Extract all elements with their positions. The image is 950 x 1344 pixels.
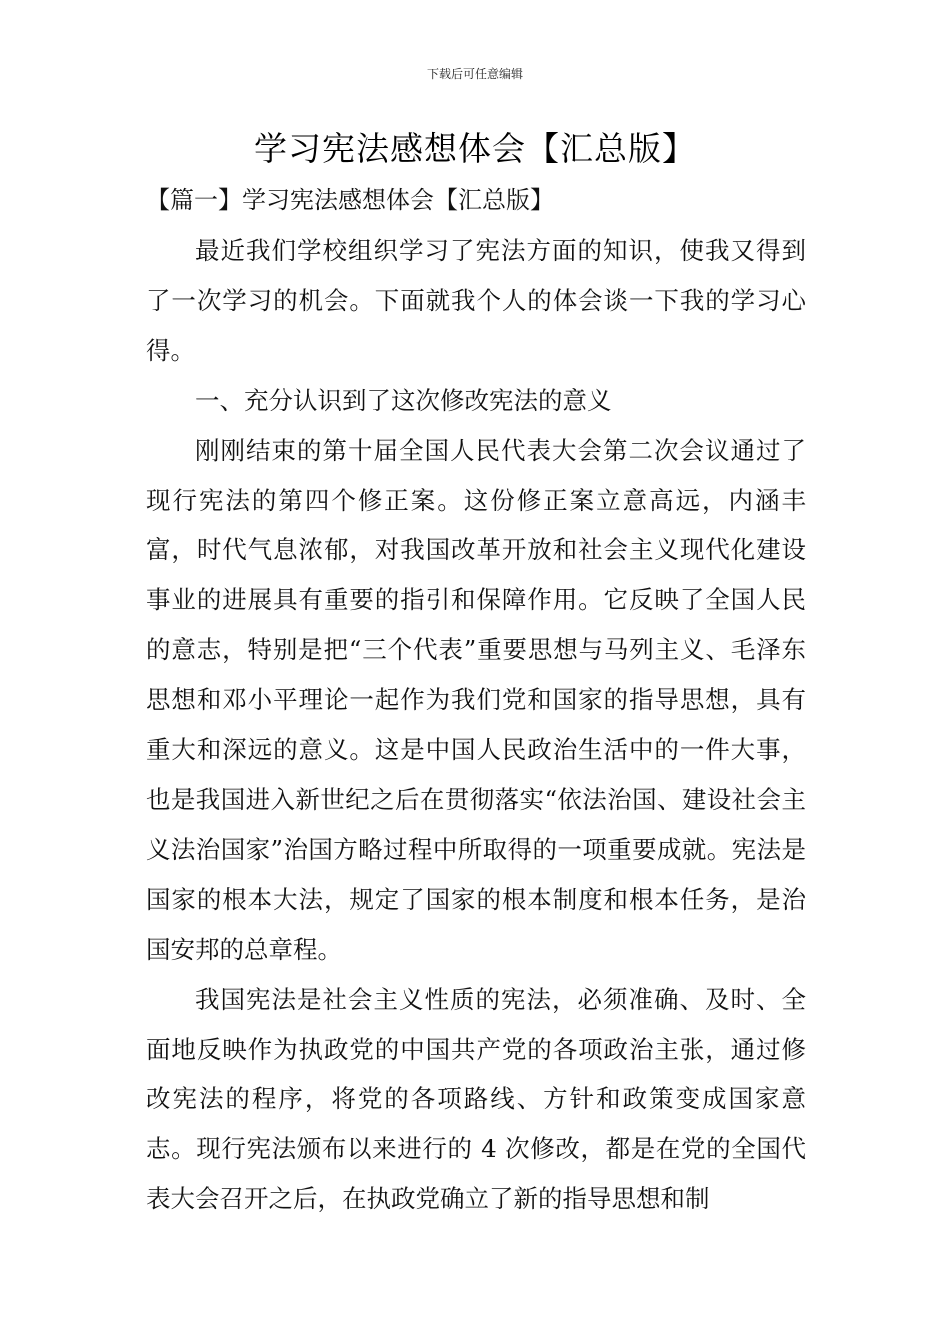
- paragraph-amendment: 刚刚结束的第十届全国人民代表大会第二次会议通过了现行宪法的第四个修正案。这份修正案立意高远，内涵丰富，时代气息浓郁，对我国改革开放和社会主义现代化建设事业的进展具有重要的指引和保障作用。它反映了全国人民的意志，特别是把“三个代表”重要思想与马列主义、毛泽东思想和邓小平理论一起作为我们党和国家的指导思想，具有重大和深远的意义。这是中国人民政治生活中的一件大事，也是我国进入新世纪之后在贯彻落实“依法治国、建设社会主义法治国家”治国方略过程中所取得的一项重要成就。宪法是国家的根本大法，规定了国家的根本制度和根本任务，是治国安邦的总章程。: [146, 435, 806, 964]
- document-title: 学习宪法感想体会【汇总版】: [254, 129, 696, 168]
- section-heading: 【篇一】学习宪法感想体会【汇总版】: [146, 186, 554, 214]
- paragraph-subheading: 一、充分认识到了这次修改宪法的意义: [195, 385, 612, 415]
- document-body: [146, 226, 806, 1224]
- header-note: 下载后可任意编辑: [426, 67, 523, 81]
- paragraph-intro: 最近我们学校组织学习了宪法方面的知识，使我又得到了一次学习的机会。下面就我个人的体会谈一下我的学习心得。: [146, 236, 806, 365]
- paragraph-constitution-nature: 我国宪法是社会主义性质的宪法，必须准确、及时、全面地反映作为执政党的中国共产党的各项政治主张，通过修改宪法的程序，将党的各项路线、方针和政策变成国家意志。现行宪法颁布以来进行的 4 次修改，都是在党的全国代表大会召开之后，在执政党确立了新的指导思想和制: [146, 984, 806, 1214]
